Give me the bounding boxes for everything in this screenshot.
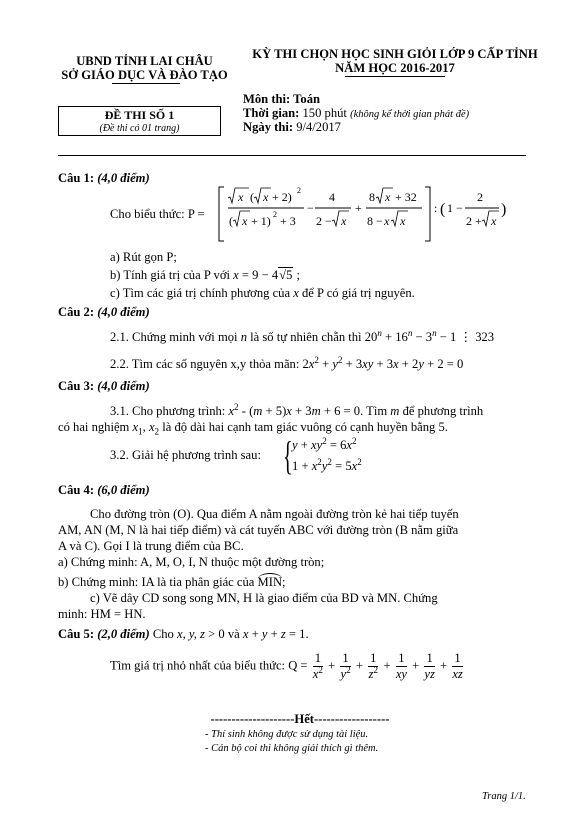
q4-part-a: a) Chứng minh: A, M, O, I, N thuộc một đường tròn; xyxy=(58,555,325,569)
svg-text:4: 4 xyxy=(329,190,335,204)
q1-part-b: b) Tính giá trị của P với x = 9 − 4√5 ; xyxy=(110,268,301,282)
svg-text::: : xyxy=(434,201,438,215)
q3-part-1-text-a: 3.1. Cho phương trình: xyxy=(110,404,226,418)
q3-part-2-text: 3.2. Giải hệ phương trình sau: xyxy=(110,448,261,462)
svg-text:(: ( xyxy=(440,201,446,218)
school-authority: SỞ GIÁO DỤC VÀ ĐÀO TẠO xyxy=(61,68,228,82)
exam-title: KỲ THI CHỌN HỌC SINH GIỎI LỚP 9 CẤP TỈNH xyxy=(252,47,538,61)
q1-points: (4,0 điểm) xyxy=(97,171,150,185)
q4-line1: Cho đường tròn (O). Qua điểm A nằm ngoài đường tròn kẻ hai tiếp tuyến xyxy=(90,507,459,521)
q1-heading xyxy=(58,171,150,187)
svg-text:+: + xyxy=(355,201,362,215)
svg-text:x: x xyxy=(400,214,406,228)
q1-part-c-var: x xyxy=(293,286,299,300)
svg-text:+ 2): + 2) xyxy=(272,190,292,204)
q5-points: (2,0 điểm) xyxy=(97,627,150,641)
q1-intro: Cho biểu thức: P = xyxy=(110,207,205,221)
q5-cond-prefix: Cho xyxy=(152,627,174,641)
q2-part-2-text: 2.2. Tìm các số nguyên x,y thỏa mãn: xyxy=(110,357,300,371)
q1-part-b-text: b) Tính giá trị của P với xyxy=(110,268,230,282)
q2-heading xyxy=(58,305,150,321)
q3-part-1-line2: có hai nghiệm $x_1$, $x_2$ là độ dài hai cạnh tam giác vuông có cạnh huyền bằng 5. xyxy=(58,420,448,437)
q4-part-b: b) Chứng minh: IA là tia phân giác của MIN; xyxy=(58,575,286,589)
date-value: 9/4/2017 xyxy=(296,120,341,134)
q2-part-1-text: 2.1. Chứng minh với mọi xyxy=(110,330,238,344)
svg-text:2 −: 2 − xyxy=(316,214,332,228)
page-number: Trang 1/1. xyxy=(482,791,526,802)
svg-text:x: x xyxy=(385,190,391,204)
svg-text:2: 2 xyxy=(297,186,301,195)
svg-text:+ 3: + 3 xyxy=(280,214,296,228)
svg-text:x: x xyxy=(384,214,390,228)
svg-text:+ 32: + 32 xyxy=(395,190,417,204)
svg-text:(: ( xyxy=(250,190,254,204)
exam-pages-note: (Đề thi có 01 trang) xyxy=(99,123,180,134)
svg-text:x: x xyxy=(341,214,347,228)
q1-part-c-suffix: để P có giá trị nguyên. xyxy=(301,286,415,300)
q4-part-b-text: b) Chứng minh: IA là tia phân giác của xyxy=(58,575,255,589)
q5-find: Tìm giá trị nhỏ nhất của biểu thức: Q = $\frac{1}{x^2}$ + $\frac{1}{y^2}$ + $\frac{1}{z^2}$ + $\frac{1}{xy}$ + $\frac{1}{yz}$ + $\frac{1}{xz}$ xyxy=(110,651,463,682)
svg-text:+ 1): + 1) xyxy=(251,214,271,228)
q4-line3: A và C). Gọi I là trung điểm của BC. xyxy=(58,539,244,553)
svg-text:8: 8 xyxy=(369,190,375,204)
q2-label: Câu 2: xyxy=(58,305,95,319)
svg-text:x: x xyxy=(242,214,248,228)
svg-text:2 +: 2 + xyxy=(466,214,482,228)
department-name: UBND TỈNH LAI CHÂU xyxy=(76,54,213,68)
date-label: Ngày thi: xyxy=(243,120,294,134)
note-no-materials: - Thí sinh không được sử dụng tài liệu. xyxy=(205,729,369,740)
q4-points: (6,0 điểm) xyxy=(97,483,150,497)
q4-part-c-line1: c) Vẽ dây CD song song MN, H là giao điểm của BD và MN. Chứng xyxy=(90,591,438,605)
exam-code-box xyxy=(58,106,221,136)
q1-part-a: a) Rút gọn P; xyxy=(110,250,177,264)
svg-text:2: 2 xyxy=(477,190,483,204)
q4-heading xyxy=(58,483,150,499)
q3-part-1-text-b: Tìm xyxy=(366,404,388,418)
q1-part-c-text: c) Tìm các giá trị chính phương của xyxy=(110,286,291,300)
q5-cond-text: và xyxy=(227,627,240,641)
q1-part-c xyxy=(110,286,415,302)
time-note: (không kể thời gian phát đề) xyxy=(350,109,470,120)
svg-text:1 −: 1 − xyxy=(447,201,463,215)
school-year: NĂM HỌC 2016-2017 xyxy=(335,61,455,75)
svg-text:2: 2 xyxy=(273,210,277,219)
q4-line2: AM, AN (M, N là hai tiếp điểm) và cát tuyến ABC với đường tròn (B nằm giữa xyxy=(58,523,459,537)
svg-text:): ) xyxy=(501,201,507,218)
q5-find-text: Tìm giá trị nhỏ nhất của biểu thức: Q = xyxy=(110,658,308,673)
q2-points: (4,0 điểm) xyxy=(97,305,150,319)
svg-text:x: x xyxy=(263,190,269,204)
q2-part-1: 2.1. Chứng minh với mọi n là số tự nhiên chẵn thì $20^n + 16^n - 3^n - 1$ ⋮ 323 xyxy=(110,327,495,344)
q3-system-eq1: $y + xy^2 = 6x^2$ xyxy=(292,435,357,452)
exam-code: ĐỀ THI SỐ 1 xyxy=(104,108,175,122)
q4-label: Câu 4: xyxy=(58,483,95,497)
svg-text:x: x xyxy=(238,190,244,204)
svg-text:(: ( xyxy=(229,214,233,228)
q3-system-brace: { xyxy=(283,433,293,478)
q3-system-eq2: $1 + x^2y^2 = 5x^2$ xyxy=(292,456,362,473)
q3-part-1-line1: 3.1. Cho phương trình: $x^2 - (m + 5)x + 3m + 6 = 0$. Tìm m để phương trình xyxy=(110,401,484,418)
year-underline xyxy=(345,76,445,77)
header-divider xyxy=(58,155,526,156)
end-marker: --------------------Hết------------------ xyxy=(210,712,390,726)
svg-text:x: x xyxy=(491,214,497,228)
q2-part-2: 2.2. Tìm các số nguyên x,y thỏa mãn: $2x^2 + y^2 + 3xy + 3x + 2y + 2 = 0$ xyxy=(110,354,464,371)
q3-part-1-text-d: có hai nghiệm xyxy=(58,420,130,434)
subject: Môn thi: Toán xyxy=(243,92,320,106)
q5-heading: Câu 5: (2,0 điểm) Cho x, y, z > 0 và x + y + z = 1. xyxy=(58,627,309,641)
time-label: Thời gian: xyxy=(243,106,300,120)
date-line xyxy=(243,120,341,136)
q4-angle: MIN xyxy=(257,575,283,589)
q3-part-1-text-c: để phương trình xyxy=(402,404,484,418)
q1-label: Câu 1: xyxy=(58,171,95,185)
svg-text:8 −: 8 − xyxy=(367,214,383,228)
q3-points: (4,0 điểm) xyxy=(97,379,150,393)
time-value: 150 phút xyxy=(302,106,347,120)
q1-formula xyxy=(218,184,518,244)
q3-label: Câu 3: xyxy=(58,379,95,393)
authority-underline xyxy=(112,83,180,84)
q3-part-1-text-e: là độ dài hai cạnh tam giác vuông có cạnh huyền bằng 5. xyxy=(162,420,448,434)
q5-label: Câu 5: xyxy=(58,627,95,641)
q2-part-1-text2: là số tự nhiên chẵn thì xyxy=(250,330,362,344)
q2-part-1-var: n xyxy=(240,330,247,344)
q4-part-c-line2: minh: HM = HN. xyxy=(58,607,146,621)
note-no-explanation: - Cán bộ coi thi không giải thích gì thêm. xyxy=(205,743,379,754)
q3-heading xyxy=(58,379,150,395)
svg-text:−: − xyxy=(307,201,314,215)
